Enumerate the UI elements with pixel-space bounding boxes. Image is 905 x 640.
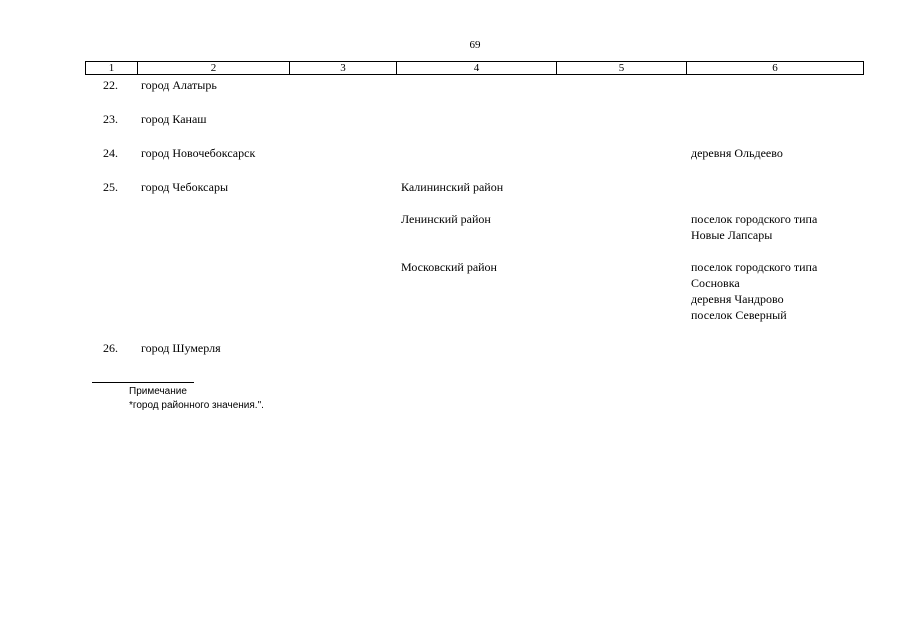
footnote-title: Примечание — [129, 386, 187, 397]
settlement-name: Новые Лапсары — [691, 228, 773, 242]
column-number-2: 2 — [138, 62, 290, 74]
city-name: город Чебоксары — [141, 180, 229, 194]
district-name: Московский район — [401, 260, 497, 274]
column-number-1: 1 — [86, 62, 138, 74]
column-number-4: 4 — [397, 62, 557, 74]
district-name: Калининский район — [401, 180, 504, 194]
settlement-name: поселок городского типа — [691, 212, 818, 226]
column-number-3: 3 — [290, 62, 397, 74]
row-number: 22. — [103, 78, 118, 92]
city-name: город Шумерля — [141, 341, 221, 355]
city-name: город Новочебоксарск — [141, 146, 256, 160]
settlement-name: поселок городского типа — [691, 260, 818, 274]
table-column-header-row — [85, 61, 864, 75]
city-name: город Алатырь — [141, 78, 217, 92]
row-number: 24. — [103, 146, 118, 160]
settlement-name: поселок Северный — [691, 308, 787, 322]
settlement-name: деревня Чандрово — [691, 292, 784, 306]
page-number: 69 — [469, 39, 481, 51]
district-name: Ленинский район — [401, 212, 491, 226]
footnote-separator — [92, 382, 194, 383]
settlement-name: деревня Ольдеево — [691, 146, 783, 160]
city-name: город Канаш — [141, 112, 207, 126]
row-number: 25. — [103, 180, 118, 194]
column-number-6: 6 — [772, 62, 778, 74]
row-number: 23. — [103, 112, 118, 126]
row-number: 26. — [103, 341, 118, 355]
footnote-text: *город районного значения.". — [129, 400, 264, 411]
settlement-name: Сосновка — [691, 276, 740, 290]
column-number-5: 5 — [557, 62, 687, 74]
